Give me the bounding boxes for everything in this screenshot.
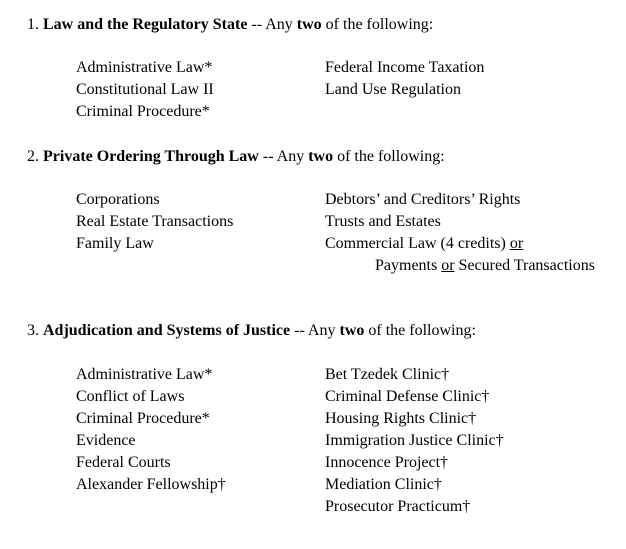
- course-name: Secured Transactions: [458, 257, 595, 274]
- course-item: Conflict of Laws: [76, 388, 185, 405]
- section-3-right-column: [325, 364, 504, 518]
- or-connector: or: [509, 235, 524, 252]
- course-item: Federal Income Taxation: [325, 59, 485, 76]
- course-item: Criminal Procedure*: [76, 103, 210, 120]
- section-2-left-column: [76, 189, 233, 255]
- section-title: Law and the Regulatory State: [43, 16, 248, 33]
- separator: --: [262, 148, 274, 165]
- course-name: Payments: [375, 257, 438, 274]
- course-item: Land Use Regulation: [325, 81, 461, 98]
- section-title: Adjudication and Systems of Justice: [43, 322, 291, 339]
- count-word: two: [308, 148, 334, 165]
- course-item: Innocence Project†: [325, 454, 449, 471]
- count-word: two: [339, 322, 365, 339]
- separator: --: [294, 322, 305, 339]
- any-word: Any: [276, 148, 305, 165]
- section-1-heading: [27, 14, 433, 36]
- course-item: Federal Courts: [76, 454, 171, 471]
- course-item: Bet Tzedek Clinic†: [325, 366, 450, 383]
- course-item: Family Law: [76, 235, 154, 252]
- course-item: Prosecutor Practicum†: [325, 498, 471, 515]
- course-item: Real Estate Transactions: [76, 213, 234, 230]
- course-item: Criminal Procedure*: [76, 410, 210, 427]
- course-item: Mediation Clinic†: [325, 476, 442, 493]
- section-number: 3.: [27, 322, 39, 339]
- course-item: Housing Rights Clinic†: [325, 410, 477, 427]
- course-item: Criminal Defense Clinic†: [325, 388, 490, 405]
- course-item-commercial-law: [325, 233, 595, 255]
- section-2-right-column: [325, 189, 595, 277]
- any-word: Any: [307, 322, 336, 339]
- course-item: Administrative Law*: [76, 59, 213, 76]
- section-number: 1.: [27, 16, 39, 33]
- count-word: two: [296, 16, 322, 33]
- section-2-heading: [27, 146, 445, 168]
- section-title: Private Ordering Through Law: [43, 148, 259, 165]
- or-connector: or: [441, 257, 455, 274]
- course-item: Constitutional Law II: [76, 81, 214, 98]
- separator: --: [251, 16, 263, 33]
- section-3-heading: [27, 320, 476, 342]
- section-3-left-column: [76, 364, 226, 496]
- any-word: Any: [265, 16, 293, 33]
- course-item: Administrative Law*: [76, 366, 213, 383]
- rest-text: of the following:: [368, 322, 476, 339]
- course-item: Debtors’ and Creditors’ Rights: [325, 191, 521, 208]
- section-number: 2.: [27, 148, 39, 165]
- section-1-left-column: [76, 57, 214, 123]
- course-item: Alexander Fellowship†: [76, 476, 226, 493]
- course-item-payments-secured: [325, 255, 595, 277]
- course-item: Trusts and Estates: [325, 213, 441, 230]
- rest-text: of the following:: [337, 148, 445, 165]
- section-1-right-column: [325, 57, 484, 101]
- course-name: Commercial Law (4 credits): [325, 235, 506, 252]
- course-item: Immigration Justice Clinic†: [325, 432, 504, 449]
- course-item: Evidence: [76, 432, 136, 449]
- rest-text: of the following:: [325, 16, 434, 33]
- course-item: Corporations: [76, 191, 160, 208]
